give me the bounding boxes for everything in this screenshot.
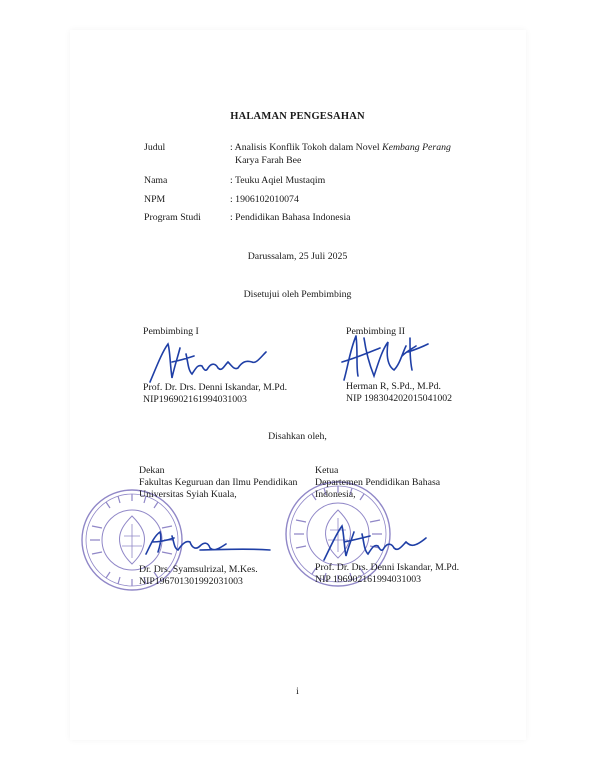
head-department-line2: Indonesia, [315, 489, 356, 500]
document-page [70, 30, 526, 740]
dean-nip: NIP196701301992031003 [139, 576, 243, 587]
supervisor1-signature [142, 338, 272, 386]
dean-name: Dr. Drs. Syamsulrizal, M.Kes. [139, 564, 258, 575]
field-label-npm: NPM [144, 194, 166, 205]
dean-university: Universitas Syiah Kuala, [139, 489, 237, 500]
field-value-judul [230, 142, 451, 153]
field-value-judul-line2: Karya Farah Bee [235, 155, 302, 166]
supervisor2-name: Herman R, S.Pd., M.Pd. [346, 381, 441, 392]
page-number: i [296, 686, 299, 697]
approved-by: Disetujui oleh Pembimbing [243, 289, 352, 300]
supervisor2-signature [336, 326, 436, 384]
head-nip: NIP 196902161994031003 [315, 574, 422, 585]
field-value-program-studi: : Pendidikan Bahasa Indonesia [230, 212, 351, 223]
field-label-program-studi: Program Studi [144, 212, 201, 223]
supervisor1-nip: NIP196902161994031003 [143, 394, 247, 405]
dean-role: Dekan [139, 465, 165, 476]
supervisor2-nip: NIP 198304202015041002 [346, 393, 453, 404]
head-department: Departemen Pendidikan Bahasa [315, 477, 441, 488]
head-role: Ketua [315, 465, 339, 476]
judul-text: : Analisis Konflik Tokoh dalam Novel [230, 142, 383, 153]
field-value-nama: : Teuku Aqiel Mustaqim [230, 175, 326, 186]
supervisor1-role: Pembimbing I [143, 326, 199, 337]
dean-faculty: Fakultas Keguruan dan Ilmu Pendidikan [139, 477, 298, 488]
head-signature [318, 520, 433, 564]
place-date: Darussalam, 25 Juli 2025 [247, 251, 348, 262]
field-value-npm: : 1906102010074 [230, 194, 299, 205]
dean-signature [140, 526, 275, 558]
ratified-by: Disahkan oleh, [268, 431, 327, 442]
supervisor1-name: Prof. Dr. Drs. Denni Iskandar, M.Pd. [143, 382, 288, 393]
field-label-nama: Nama [144, 175, 168, 186]
page-title: HALAMAN PENGESAHAN [230, 111, 365, 122]
field-label-judul: Judul [144, 142, 166, 153]
head-name: Prof. Dr. Drs. Denni Iskandar, M.Pd. [315, 562, 460, 573]
supervisor2-role: Pembimbing II [346, 326, 406, 337]
judul-italic: Kembang Perang [382, 142, 451, 153]
